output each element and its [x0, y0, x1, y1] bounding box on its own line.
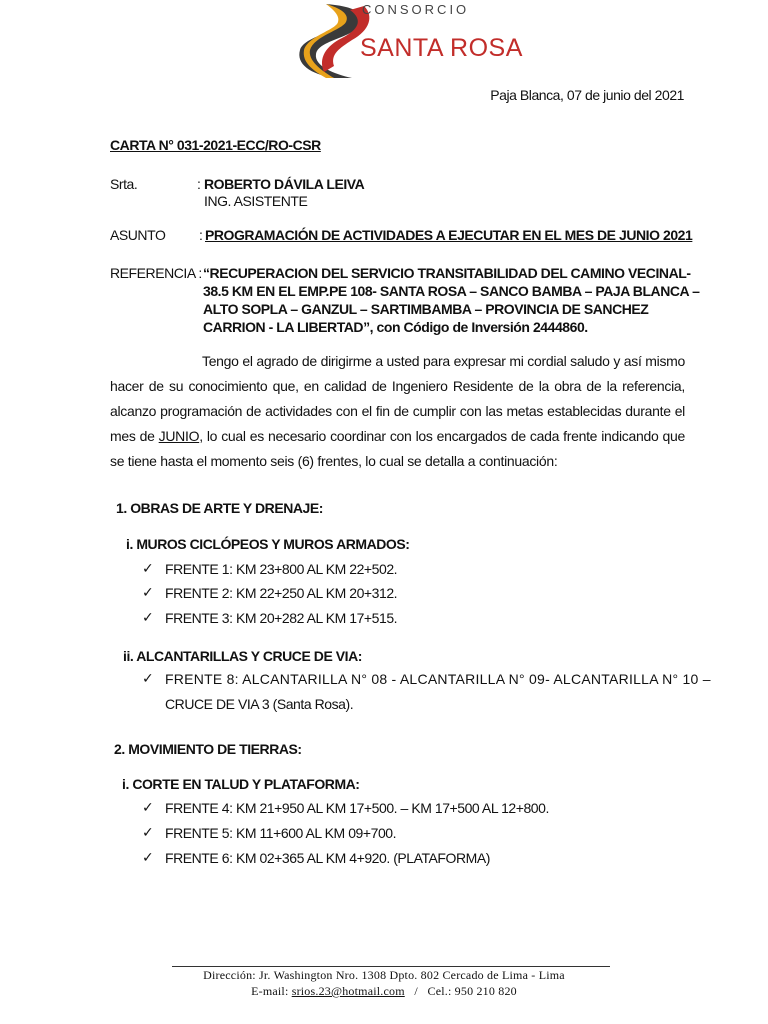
checkmark-icon: ✓ [142, 670, 154, 686]
body-paragraph [110, 349, 685, 474]
checkmark-icon: ✓ [142, 824, 154, 840]
checkmark-icon: ✓ [142, 584, 154, 600]
body-month: JUNIO [158, 428, 200, 444]
section-1-title: 1. OBRAS DE ARTE Y DRENAJE: [116, 500, 323, 516]
section-1-subtitle-i: i. MUROS CICLÓPEOS Y MUROS ARMADOS: [126, 536, 410, 552]
email-label: E-mail: [251, 984, 292, 998]
list-item: FRENTE 6: KM 02+365 AL KM 4+920. (PLATAFORMA) [165, 850, 490, 866]
footer-address: Dirección: Jr. Washington Nro. 1308 Dpto. 802 Cercado de Lima - Lima [203, 968, 565, 982]
section-1-subtitle-ii: ii. ALCANTARILLAS Y CRUCE DE VIA: [123, 648, 362, 664]
subject-text: PROGRAMACIÓN DE ACTIVIDADES A EJECUTAR EN EL MES DE JUNIO 2021 [205, 227, 693, 243]
body-text-start: Tengo el agrado de dirigirme a usted para expresar mi cordial saludo y así mismo hacer de su conocimiento que, en calidad de Ingeniero Residente de la obra de la referencia, alcanzo programación de actividades con el fin de cumplir con las metas establecidas durante el mes de [110, 353, 685, 444]
checkmark-icon: ✓ [142, 560, 154, 576]
reference-line: “RECUPERACION DEL SERVICIO TRANSITABILIDAD DEL CAMINO VECINAL- [203, 265, 691, 281]
subject-label: ASUNTO [110, 227, 166, 243]
checkmark-icon: ✓ [142, 849, 154, 865]
section-2-title: 2. MOVIMIENTO DE TIERRAS: [114, 741, 302, 757]
date-line: Paja Blanca, 07 de junio del 2021 [490, 87, 684, 103]
reference-label: REFERENCIA : [110, 265, 202, 281]
reference-line: 38.5 KM EN EL EMP.PE 108- SANTA ROSA – SANCO BAMBA – PAJA BLANCA – [203, 283, 700, 299]
section-2-subtitle-i: i. CORTE EN TALUD Y PLATAFORMA: [122, 776, 360, 792]
reference-line: CARRION - LA LIBERTAD”, con Código de Inversión 2444860. [203, 319, 588, 335]
recipient-title: ING. ASISTENTE [204, 193, 308, 209]
recipient-name: ROBERTO DÁVILA LEIVA [204, 176, 365, 192]
logo-company-name: SANTA ROSA [360, 34, 523, 62]
checkmark-icon: ✓ [142, 799, 154, 815]
list-item: FRENTE 1: KM 23+800 AL KM 22+502. [165, 561, 398, 577]
list-item: FRENTE 5: KM 11+600 AL KM 09+700. [165, 825, 397, 841]
list-item: FRENTE 4: KM 21+950 AL KM 17+500. – KM 17+500 AL 12+800. [165, 800, 549, 816]
list-item: FRENTE 3: KM 20+282 AL KM 17+515. [165, 610, 398, 626]
recipient-label: Srta. [110, 176, 138, 192]
footer-contact [0, 984, 768, 999]
phone-number: Cel.: 950 210 820 [427, 984, 517, 998]
logo-company-label: CONSORCIO [362, 2, 470, 17]
checkmark-icon: ✓ [142, 609, 154, 625]
footer-divider [172, 966, 610, 967]
email-link[interactable]: srios.23@hotmail.com [291, 984, 405, 998]
subject-separator: : [199, 227, 203, 243]
letter-code: CARTA N° 031-2021-ECC/RO-CSR [110, 137, 321, 153]
body-text-end: , lo cual es necesario coordinar con los encargados de cada frente indicando que se tiene hasta el momento seis (6) frentes, lo cual se detalla a continuación: [110, 428, 685, 469]
list-item: FRENTE 2: KM 22+250 AL KM 20+312. [165, 585, 398, 601]
list-item-continuation: CRUCE DE VIA 3 (Santa Rosa). [165, 696, 354, 712]
recipient-separator: : [197, 176, 201, 192]
footer-separator: / [404, 984, 428, 998]
list-item: FRENTE 8: ALCANTARILLA N° 08 - ALCANTARILLA N° 09- ALCANTARILLA N° 10 – [165, 671, 711, 687]
reference-line: ALTO SOPLA – GANZUL – SARTIMBAMBA – PROVINCIA DE SANCHEZ [203, 301, 649, 317]
